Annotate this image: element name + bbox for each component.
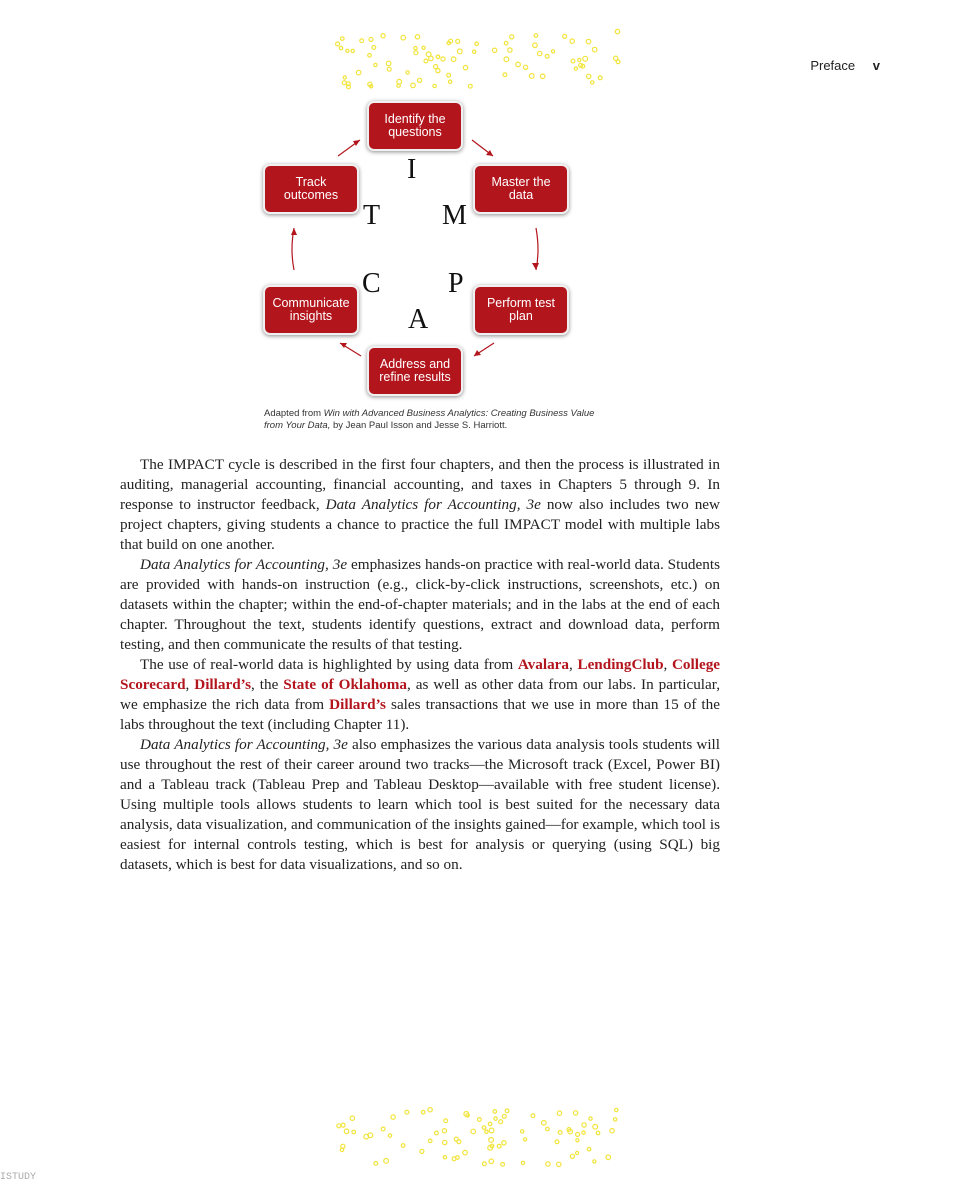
decorative-dot: [374, 1162, 378, 1166]
decorative-dot: [434, 65, 438, 69]
p3-sep-1: ,: [569, 656, 578, 673]
decorative-dot: [352, 1130, 356, 1134]
decorative-dot: [388, 1134, 391, 1137]
decorative-dot: [508, 48, 512, 52]
decorative-dot: [475, 42, 479, 46]
decorative-dot: [616, 60, 620, 64]
step-communicate-insights: Communicate insights: [263, 285, 359, 335]
decorative-dot: [570, 1154, 574, 1158]
decorative-dot: [406, 71, 409, 74]
decorative-dot: [531, 1114, 535, 1118]
step-master-data: Master the data: [473, 164, 569, 214]
decorative-dot: [442, 1129, 446, 1133]
decorative-dot: [497, 1144, 501, 1148]
decorative-dot: [343, 76, 346, 79]
decorative-dot: [504, 41, 508, 45]
decorative-dot: [447, 41, 450, 44]
decorative-dot: [524, 65, 528, 69]
decorative-dot: [443, 1156, 446, 1159]
watermark: ISTUDY: [0, 1172, 37, 1183]
decorative-dot: [397, 84, 400, 87]
decorative-dot: [387, 67, 391, 71]
decorative-dot: [372, 46, 376, 50]
letter-t: T: [363, 200, 381, 231]
paragraph-2: [120, 555, 720, 655]
decorative-dot: [451, 57, 456, 62]
decorative-dot: [374, 63, 377, 66]
decorative-dot: [557, 1111, 561, 1115]
decorative-dot: [457, 1140, 461, 1144]
decorative-dot: [463, 1150, 468, 1155]
decorative-dot: [573, 1111, 577, 1115]
decorative-dot: [610, 1129, 614, 1133]
letter-a: A: [408, 304, 429, 335]
decorative-dot: [422, 46, 425, 49]
link-dillards: Dillard’s: [194, 676, 252, 693]
decorative-dot: [341, 37, 345, 41]
decorative-dot: [615, 1108, 618, 1111]
decorative-dot: [516, 62, 521, 67]
paragraph-4: [120, 735, 720, 875]
decorative-dot: [344, 1129, 349, 1134]
decorative-dot: [411, 83, 416, 88]
figure-caption: [264, 408, 604, 432]
decorative-dot: [485, 1130, 488, 1133]
decorative-dot: [589, 1117, 592, 1120]
decorative-dot: [570, 39, 574, 43]
decorative-dot: [418, 78, 422, 82]
decorative-dot: [582, 1131, 585, 1134]
decorative-dot: [587, 74, 591, 78]
decorative-dot: [502, 1114, 506, 1118]
link-lendingclub: LendingClub: [577, 656, 664, 673]
letter-c: C: [362, 268, 381, 299]
step-address-refine-results: Address and refine results: [367, 346, 463, 396]
decorative-dot: [441, 57, 445, 61]
p2-book-title: Data Analytics for Accounting, 3e: [140, 556, 348, 573]
decorative-dot: [401, 1144, 405, 1148]
decorative-dot: [587, 1147, 591, 1151]
decorative-dot: [593, 1160, 596, 1163]
letter-p: P: [448, 268, 464, 299]
decorative-dot: [615, 29, 619, 33]
decorative-dot: [488, 1122, 492, 1126]
decorative-dot: [494, 1117, 497, 1120]
decorative-dot: [529, 74, 534, 79]
decorative-dot: [415, 35, 419, 39]
caption-prefix: Adapted from: [264, 408, 324, 419]
body-text: [120, 455, 720, 875]
link-dillards-2: Dillard’s: [329, 696, 386, 713]
decorative-dot: [591, 81, 594, 84]
impact-cycle-figure: [250, 90, 590, 410]
decorative-dot: [346, 82, 350, 86]
decorative-dot: [369, 37, 373, 41]
decorative-dot: [433, 84, 436, 87]
decorative-dot: [546, 1162, 550, 1166]
decorative-dot: [524, 1138, 527, 1141]
decorative-dot: [386, 61, 391, 66]
decorative-dot: [489, 1159, 494, 1164]
decorative-dot: [420, 1149, 424, 1153]
decorative-dot: [443, 1140, 447, 1144]
decorative-dot: [521, 1161, 524, 1164]
p1-book-title: Data Analytics for Accounting, 3e: [325, 496, 541, 513]
decorative-dot: [341, 1123, 345, 1127]
decorative-dot: [414, 51, 418, 55]
decorative-dot: [468, 84, 472, 88]
decorative-dot: [551, 50, 554, 53]
decorative-dot: [593, 1124, 598, 1129]
p3-text-a: The use of real-world data is highlighted by using data from: [140, 656, 518, 673]
p3-text-c: sales transactions that we use in more than 15 of the labs throughout the text (including Chapter 11).: [120, 696, 720, 733]
decorative-dot: [504, 57, 509, 62]
caption-book-title: Win with Advanced Business Analytics: Creating Business Value from Your Data,: [264, 408, 595, 431]
decorative-dot: [350, 1116, 354, 1120]
running-header: [810, 58, 880, 73]
decorative-dot: [381, 34, 385, 38]
decorative-dot: [606, 1155, 611, 1160]
decorative-dots-bottom: [333, 1106, 628, 1168]
p1-text-a: The IMPACT cycle is described in the first four chapters, and then the process is illustrated in auditing, managerial accounting, financial accounting, and taxes in Chapters 5 through 9. In response to instructor feedback,: [120, 456, 720, 513]
decorative-dot: [576, 1139, 579, 1142]
decorative-dot: [613, 1118, 616, 1121]
decorative-dot: [563, 34, 567, 38]
decorative-dot: [558, 1131, 562, 1135]
step-identify-questions: Identify the questions: [367, 101, 463, 151]
decorative-dot: [586, 39, 591, 44]
decorative-dot: [489, 1138, 494, 1143]
decorative-dot: [598, 76, 602, 80]
decorative-dot: [557, 1162, 561, 1166]
decorative-dot: [391, 1115, 395, 1119]
decorative-dots-top: [333, 28, 628, 90]
decorative-dot: [545, 54, 549, 58]
decorative-dot: [356, 70, 361, 75]
decorative-dot: [592, 47, 597, 52]
decorative-dot: [342, 81, 346, 85]
decorative-dot: [421, 1110, 425, 1114]
decorative-dot: [341, 1144, 345, 1148]
decorative-dot: [456, 39, 460, 43]
p2-text-a: emphasizes hands-on practice with real-world data. Students are provided with hands-on instruction (e.g., click-by-click instructions, screenshots, etc.) on datasets within the chapter; within the end-of-chapter materials; and in the labs at the end of each chapter. Throughout the text, students identify questions, extract and download data, perform testing, and then communicate the results of that testing.: [120, 556, 720, 653]
decorative-dot: [499, 1120, 503, 1124]
step-perform-test-plan: Perform test plan: [473, 285, 569, 335]
decorative-dot: [424, 59, 428, 63]
decorative-dot: [492, 48, 496, 52]
link-college-scorecard: College Scorecard: [120, 656, 721, 693]
p3-sep-2: ,: [663, 656, 672, 673]
decorative-dot: [351, 49, 354, 52]
decorative-dot: [576, 1132, 580, 1136]
decorative-dot: [339, 46, 342, 49]
link-avalara: Avalara: [517, 656, 570, 673]
decorative-dot: [414, 47, 417, 50]
letter-m: M: [442, 200, 467, 231]
decorative-dot: [428, 1108, 432, 1112]
decorative-dot: [471, 1129, 476, 1134]
decorative-dot: [533, 43, 538, 48]
decorative-dot: [482, 1126, 486, 1130]
decorative-dot: [571, 59, 575, 63]
decorative-dot: [448, 80, 451, 83]
decorative-dot: [483, 1162, 487, 1166]
decorative-dot: [436, 69, 440, 73]
decorative-dot: [510, 35, 514, 39]
decorative-dot: [456, 1156, 460, 1160]
decorative-dot: [502, 1141, 506, 1145]
caption-authors: by Jean Paul Isson and Jesse S. Harriott.: [330, 420, 508, 431]
paragraph-1: [120, 455, 720, 555]
step-track-outcomes: Track outcomes: [263, 164, 359, 214]
decorative-dot: [578, 58, 581, 61]
page-number: v: [872, 58, 880, 73]
decorative-dot: [501, 1163, 505, 1167]
decorative-dot: [503, 73, 507, 77]
p4-book-title: Data Analytics for Accounting, 3e: [140, 736, 348, 753]
decorative-dot: [521, 1130, 524, 1133]
decorative-dot: [435, 1131, 439, 1135]
decorative-dot: [574, 67, 577, 70]
decorative-dot: [447, 73, 451, 77]
decorative-dot: [582, 1123, 586, 1127]
decorative-dot: [489, 1128, 494, 1133]
decorative-dot: [428, 1139, 432, 1143]
decorative-dot: [540, 74, 545, 79]
decorative-dot: [546, 1127, 550, 1131]
decorative-dot: [436, 55, 440, 59]
decorative-dot: [426, 52, 431, 57]
paragraph-3: [120, 655, 720, 735]
header-section: Preface: [810, 58, 856, 73]
p3-sep-4: , the: [251, 676, 284, 693]
decorative-dot: [478, 1118, 482, 1122]
decorative-dot: [555, 1140, 559, 1144]
p3-text-b: , as well as other data from our labs. In particular, we emphasize the rich data from: [120, 676, 720, 713]
decorative-dot: [381, 1127, 385, 1131]
decorative-dot: [384, 1159, 389, 1164]
letter-i: I: [407, 154, 417, 185]
p3-sep-3: ,: [185, 676, 195, 693]
decorative-dot: [473, 50, 476, 53]
decorative-dot: [444, 1119, 448, 1123]
decorative-dot: [405, 1110, 409, 1114]
decorative-dot: [360, 39, 364, 43]
decorative-dot: [337, 1124, 341, 1128]
link-state-of-oklahoma: State of Oklahoma: [283, 676, 407, 693]
decorative-dot: [583, 56, 588, 61]
decorative-dot: [346, 49, 349, 52]
p4-text-a: also emphasizes the various data analysis tools students will use throughout the rest of their career around two tracks—the Microsoft track (Excel, Power BI) and a Tableau track (Tableau Prep and Tableau Desktop—available with free student license). Using multiple tools allows students to learn which tool is best suited for the necessary data analysis, data visualization, and communication of the insights gained—for example, which tool is easiest for internal controls testing, which is best for analysis or querying (using SQL) big datasets, which is best for data visualizations, and so on.: [120, 736, 720, 873]
decorative-dot: [576, 1151, 579, 1154]
decorative-dot: [463, 65, 467, 69]
decorative-dot: [596, 1131, 600, 1135]
decorative-dot: [505, 1109, 509, 1113]
decorative-dot: [534, 34, 538, 38]
decorative-dot: [457, 49, 462, 54]
decorative-dot: [401, 35, 406, 40]
decorative-dot: [336, 42, 340, 46]
decorative-dot: [542, 1121, 547, 1126]
decorative-dot: [368, 54, 372, 58]
decorative-dot: [538, 51, 542, 55]
decorative-dot: [493, 1110, 497, 1114]
p1-text-b: now also includes two new project chapters, giving students a chance to practice the full IMPACT model with multiple labs that build on one another.: [120, 496, 720, 553]
